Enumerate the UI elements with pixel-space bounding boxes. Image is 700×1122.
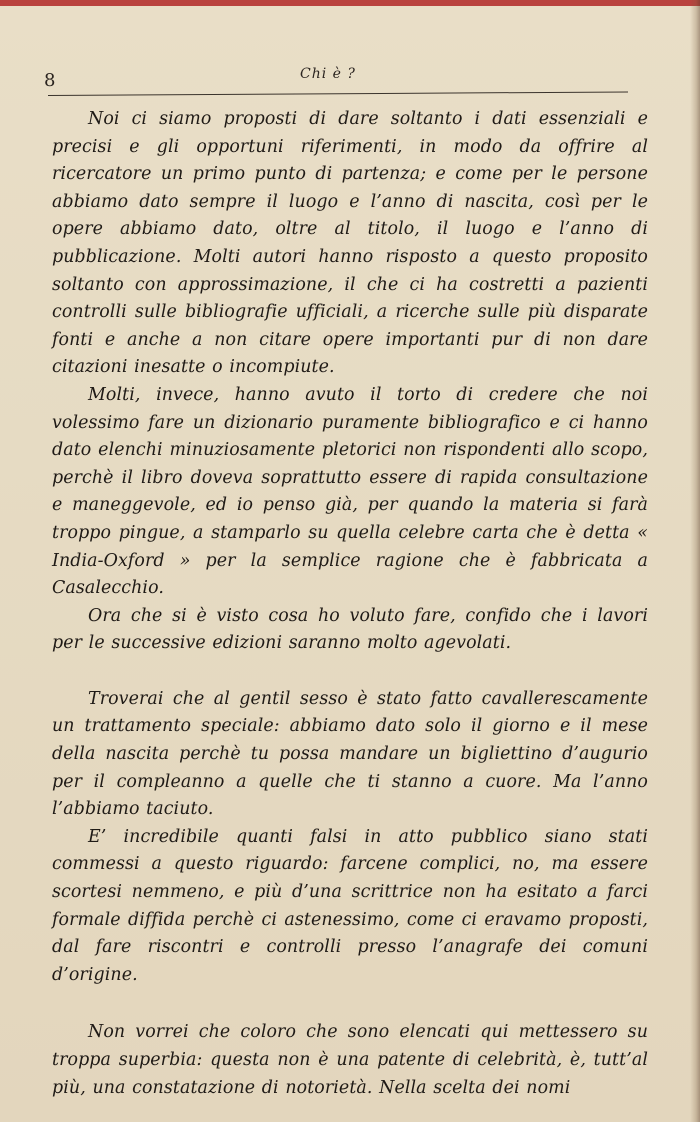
running-title: Chi è ? — [300, 66, 356, 82]
paragraph-3: Ora che si è visto cosa ho voluto fare, confido che i lavori per le successive edizioni saranno molto agevolati. — [52, 605, 648, 654]
page-binding-shadow — [690, 0, 700, 1122]
page-number: 8 — [44, 70, 56, 91]
paragraph-1: Noi ci siamo proposti di dare soltanto i dati essenziali e precisi e gli opportuni riferimenti, in modo da offrire al ricercatore un primo punto di partenza; e come per le persone abbiamo dato sempre il luogo e l’anno di nascita, così per le opere abbiamo dato, oltre al titolo, il luogo e l’anno di pubblicazione. Molti autori hanno risposto a questo proposito soltanto con approssimazione, il che ci ha costretti a pazienti controlli sulle bibliografie ufficiali, a ricerche sulle più disparate fonti e anche a non citare opere importanti pur di non dare citazioni inesatte o incompiute. — [52, 109, 648, 378]
page-header — [0, 0, 700, 100]
paragraph-2: Molti, invece, hanno avuto il torto di credere che noi volessimo fare un dizionario puramente bibliografico e ci hanno dato elenchi minuziosamente pletorici non rispondenti allo scopo, perchè il libro doveva soprattutto essere di rapida consultazione e maneggevole, ed io penso già, per quando la materia si farà troppo pingue, a stamparlo su quella celebre carta che è detta « India-Oxford » per la semplice ragione che è fabbricata a Casalecchio. — [52, 384, 648, 599]
paragraph-4: Troverai che al gentil sesso è stato fatto cavallerescamente un trattamento speciale: abbiamo dato solo il giorno e il mese della nascita perchè tu possa mandare un bigliettino d’augurio per il compleanno a quelle che ti stanno a cuore. Ma l’anno l’abbiamo taciuto. — [52, 688, 648, 820]
body-text — [52, 106, 648, 1102]
header-rule — [48, 91, 628, 96]
paragraph-6: Non vorrei che coloro che sono elencati qui mettessero su troppa superbia: questa non è una patente di celebrità, è, tutt’al più, una constatazione di notorietà. Nella scelta dei nomi — [52, 1022, 648, 1098]
section-gap — [52, 658, 648, 686]
section-gap — [52, 989, 648, 1019]
paragraph-5: E’ incredibile quanti falsi in atto pubblico siano stati commessi a questo riguardo: farcene complici, no, ma essere scortesi nemmeno, e più d’una scrittrice non ha esitato a farci formale diffida perchè ci astenessimo, come ci eravamo proposti, dal fare riscontri e controlli presso l’anagrafe dei comuni d’origine. — [52, 826, 648, 985]
